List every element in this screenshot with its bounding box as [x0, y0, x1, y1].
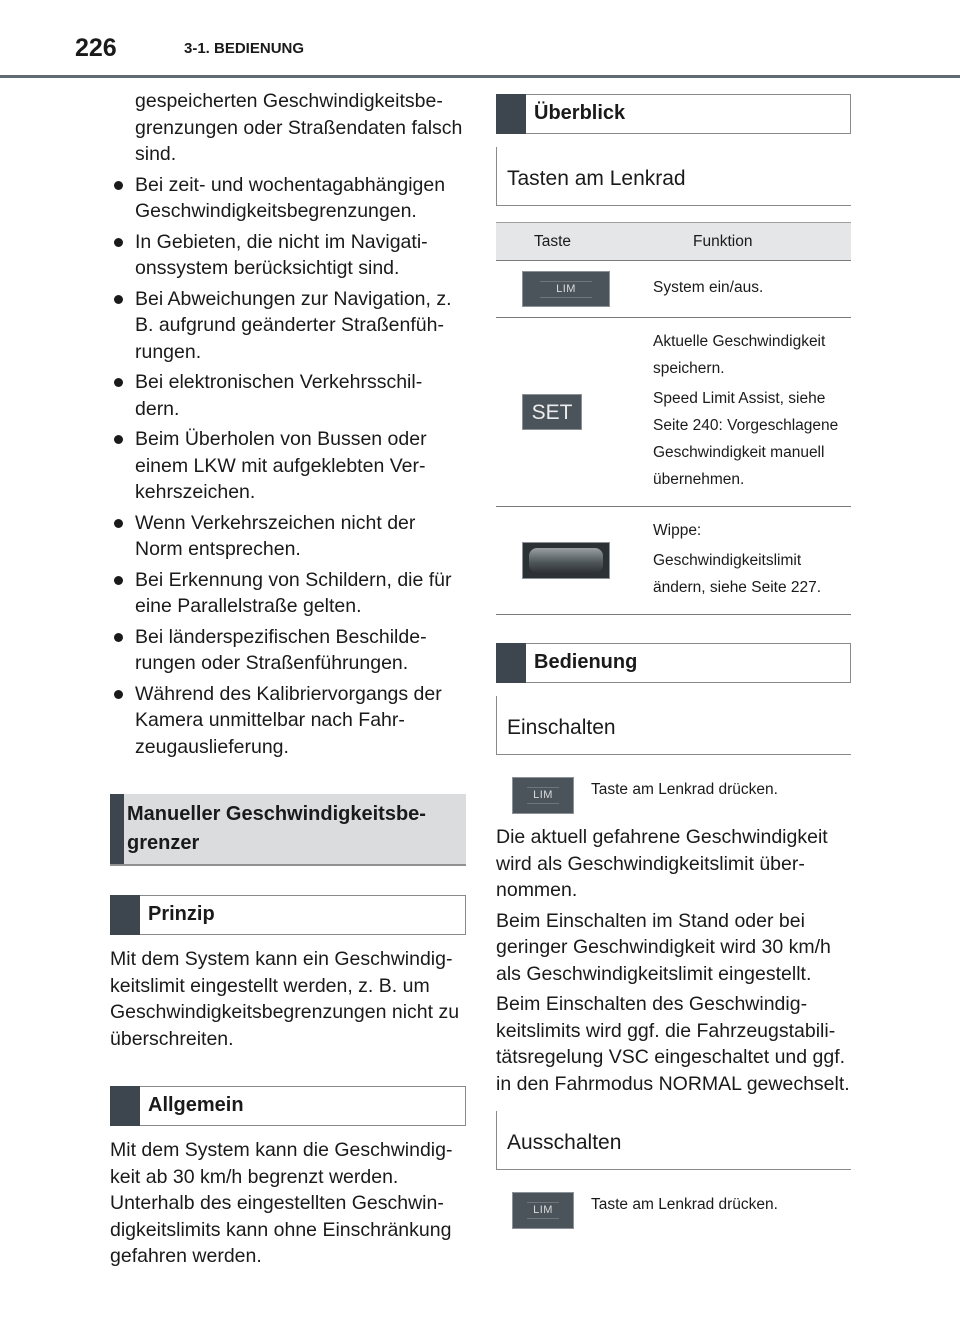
- key-cell: [496, 318, 653, 507]
- main-heading: [110, 794, 466, 866]
- switch-on-paragraph: Beim Einschalten im Stand oder bei geringer Geschwindigkeit wird 30 km/h als Geschwindigkeitslimit eingestellt.: [496, 909, 831, 985]
- heading-accent-bar: [496, 643, 526, 683]
- switch-off-step: [496, 1192, 851, 1229]
- header-divider: [0, 75, 960, 78]
- right-column: [496, 94, 851, 1229]
- function-cell: Aktuelle Geschwindigkeit speichern. Speed Limit Assist, siehe Seite 240: Vorgeschlagene Geschwindigkeit manuell übernehmen.: [653, 318, 851, 507]
- principle-text: Mit dem System kann ein Geschwindig-keitslimit eingestellt werden, z. B. um Geschwindigkeitsbegrenzungen nicht zu überschreiten.: [110, 948, 460, 1050]
- continuation-text: gespeicherten Geschwindigkeitsbe-grenzungen oder Straßendaten falsch sind.: [135, 90, 463, 165]
- step-text: Taste am Lenkrad drücken.: [591, 1196, 778, 1213]
- function-cell: System ein/aus.: [653, 261, 851, 318]
- list-item: In Gebieten, die nicht im Navigati-onssystem berücksichtigt sind.: [110, 229, 466, 282]
- heading-accent-bar: [496, 94, 526, 134]
- general-text: Mit dem System kann die Geschwindig-keit ab 30 km/h begrenzt werden. Unterhalb des eingestellten Geschwin-digkeitslimits kann ohne Einschränkung gefahren werden.: [110, 1139, 453, 1267]
- list-item: Bei elektronischen Verkehrsschil-dern.: [110, 369, 466, 422]
- main-heading-text: Manueller Geschwindigkeitsbe- grenzer: [127, 803, 426, 854]
- column-header-function: Funktion: [653, 223, 851, 261]
- section-title: 3-1. BEDIENUNG: [184, 40, 305, 57]
- list-item: Bei zeit- und wochentagabhängigen Geschwindigkeitsbegrenzungen.: [110, 172, 466, 225]
- heading-accent-bar: [110, 794, 124, 864]
- set-button-icon: SET: [522, 394, 582, 430]
- table-header-row: [496, 223, 851, 261]
- step-text: Taste am Lenkrad drücken.: [591, 781, 778, 798]
- list-item: Während des Kalibriervorgangs der Kamera unmittelbar nach Fahr-zeugauslieferung.: [110, 681, 466, 761]
- heading-accent-bar: [110, 1086, 140, 1126]
- general-heading: Allgemein: [110, 1086, 466, 1126]
- column-header-key: Taste: [496, 223, 653, 261]
- switch-on-step: [496, 777, 851, 814]
- principle-heading: Prinzip: [110, 895, 466, 935]
- heading-accent-bar: [110, 895, 140, 935]
- switch-on-subheading: Einschalten: [496, 696, 851, 755]
- operation-heading: Bedienung: [496, 643, 851, 683]
- rocker-switch-icon: [522, 542, 610, 579]
- switch-off-subheading: Ausschalten: [496, 1111, 851, 1170]
- switch-on-paragraph: Die aktuell gefahrene Geschwindigkeit wird als Geschwindigkeitslimit über-nommen.: [496, 826, 828, 901]
- page-header: [0, 0, 960, 78]
- list-item: Wenn Verkehrszeichen nicht der Norm entsprechen.: [110, 510, 466, 563]
- left-column: [110, 88, 466, 1270]
- key-cell: [496, 261, 653, 318]
- key-cell: [496, 507, 653, 615]
- list-item: Beim Überholen von Bussen oder einem LKW mit aufgeklebten Ver-kehrszeichen.: [110, 426, 466, 506]
- switch-on-paragraph: Beim Einschalten des Geschwindig-keitslimits wird ggf. die Fahrzeugstabili-tätsregelung VSC eingeschaltet und ggf. in den Fahrmodus NORMAL gewechselt.: [496, 993, 850, 1095]
- list-item: Bei Erkennung von Schildern, die für eine Parallelstraße gelten.: [110, 567, 466, 620]
- table-row: [496, 318, 851, 507]
- list-item: Bei Abweichungen zur Navigation, z. B. aufgrund geänderter Straßenfüh-rungen.: [110, 286, 466, 366]
- list-item: Bei länderspezifischen Beschilde-rungen oder Straßenführungen.: [110, 624, 466, 677]
- overview-heading: Überblick: [496, 94, 851, 134]
- buttons-subheading: Tasten am Lenkrad: [496, 147, 851, 206]
- function-cell: Wippe: Geschwindigkeitslimit ändern, siehe Seite 227.: [653, 507, 851, 615]
- table-row: [496, 507, 851, 615]
- lim-button-icon: LIM: [512, 777, 574, 814]
- lim-button-icon: LIM: [512, 1192, 574, 1229]
- table-row: [496, 261, 851, 318]
- buttons-table: [496, 222, 851, 615]
- lim-button-icon: LIM: [522, 271, 610, 307]
- page-number: 226: [75, 34, 117, 62]
- bullet-list: [110, 172, 466, 761]
